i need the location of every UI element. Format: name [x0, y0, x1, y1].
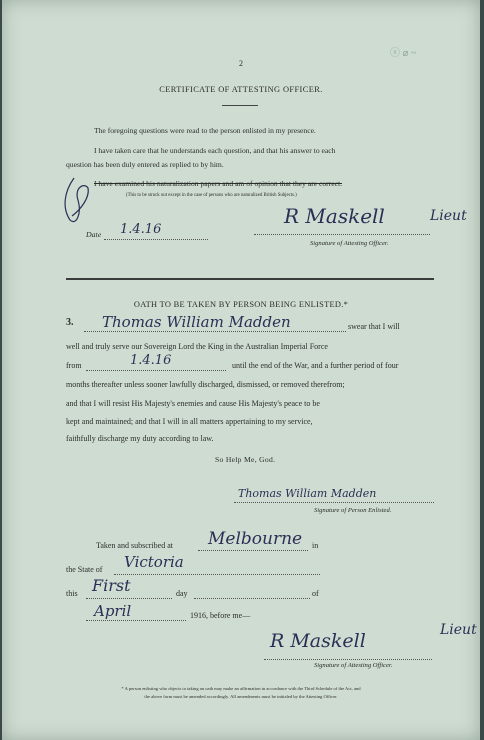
state-value: Victoria [124, 553, 184, 571]
from-date-line [86, 370, 226, 371]
year-before-me: 1916, before me— [190, 611, 251, 620]
certificate-line-3-struck: I have examined his naturalization papers and am of opinion that they are correct. [94, 179, 342, 188]
officer-signature-2: R Maskell [270, 630, 366, 652]
officer-caption-2: Signature of Attesting Officer. [314, 662, 393, 669]
oath-line-7: faithfully discharge my duty according to law. [66, 434, 214, 443]
officer-signature-1: R Maskell [284, 204, 385, 228]
oath-number: 3. [66, 317, 74, 328]
oath-line-3: until the end of the War, and a further period of four [232, 361, 399, 370]
certificate-line-2b: question has been duly entered as replied to by him. [66, 160, 224, 169]
oath-line-4: months thereafter unless sooner lawfully discharged, dismissed, or removed therefrom; [66, 380, 345, 389]
officer-rank-1: Lieut [430, 208, 467, 224]
officer-signature-line-2 [264, 659, 432, 660]
certificate-title: CERTIFICATE OF ATTESTING OFFICER. [159, 85, 323, 94]
officer-rank-2: Lieut [440, 622, 477, 638]
certificate-line-1: The foregoing questions were read to the person enlisted in my presence. [94, 126, 316, 135]
of-label: of [312, 589, 319, 598]
initials-scribble-icon [60, 174, 94, 230]
title-underline [222, 105, 258, 106]
section-divider [66, 278, 434, 280]
document-page [2, 0, 480, 740]
naturalization-note: (This to be struck out except in the case of persons who are naturalized British Subjects.) [126, 193, 297, 198]
day-of-line [194, 598, 310, 599]
state-label: the State of [66, 565, 103, 574]
enlistee-signature: Thomas William Madden [238, 487, 377, 500]
month-line [86, 620, 186, 621]
this-label: this [66, 589, 78, 598]
name-line [84, 331, 346, 332]
certificate-line-2a: I have taken care that he understands each question, and that his answer to each [94, 146, 336, 155]
day-line [86, 598, 172, 599]
page-number: 2 [239, 59, 243, 68]
day-value: First [92, 576, 131, 595]
faint-stamp-mark: ⓢ ⌀ ~ [390, 48, 417, 59]
oath-title: OATH TO BE TAKEN BY PERSON BEING ENLISTED.* [133, 300, 349, 309]
oath-from: from [66, 361, 82, 370]
oath-line-6: kept and maintained; and that I will in all matters appertaining to my service, [66, 417, 313, 426]
date-value: 1.4.16 [120, 222, 162, 237]
oath-swear: swear that I will [348, 322, 400, 331]
enlistee-name: Thomas William Madden [102, 313, 291, 331]
officer-caption-1: Signature of Attesting Officer. [310, 240, 389, 247]
in-label: in [312, 541, 319, 550]
state-line [114, 574, 320, 575]
enlistee-signature-line [234, 502, 434, 503]
oath-from-date: 1.4.16 [130, 353, 172, 368]
officer-signature-line-1 [254, 234, 430, 235]
taken-label: Taken and subscribed at [96, 541, 173, 550]
month-value: April [94, 602, 132, 620]
footnote-line-1: * A person enlisting who objects to taking an oath may make an affirmation in accordance with the Third Schedule of the Act, and [121, 686, 361, 691]
so-help-me-god: So Help Me, God. [215, 455, 276, 464]
footnote-line-2: the above form must be amended accordingly. All amendments must be initialed by the Attesting Officer. [144, 694, 338, 699]
place-line [198, 550, 308, 551]
date-label: Date [86, 230, 102, 239]
oath-line-2: well and truly serve our Sovereign Lord the King in the Australian Imperial Force [66, 342, 328, 351]
enlistee-caption: Signature of Person Enlisted. [314, 507, 392, 514]
date-line [104, 239, 208, 240]
day-label: day [176, 589, 188, 598]
oath-line-5: and that I will resist His Majesty's enemies and cause His Majesty's peace to be [66, 399, 320, 408]
place-value: Melbourne [208, 529, 303, 549]
